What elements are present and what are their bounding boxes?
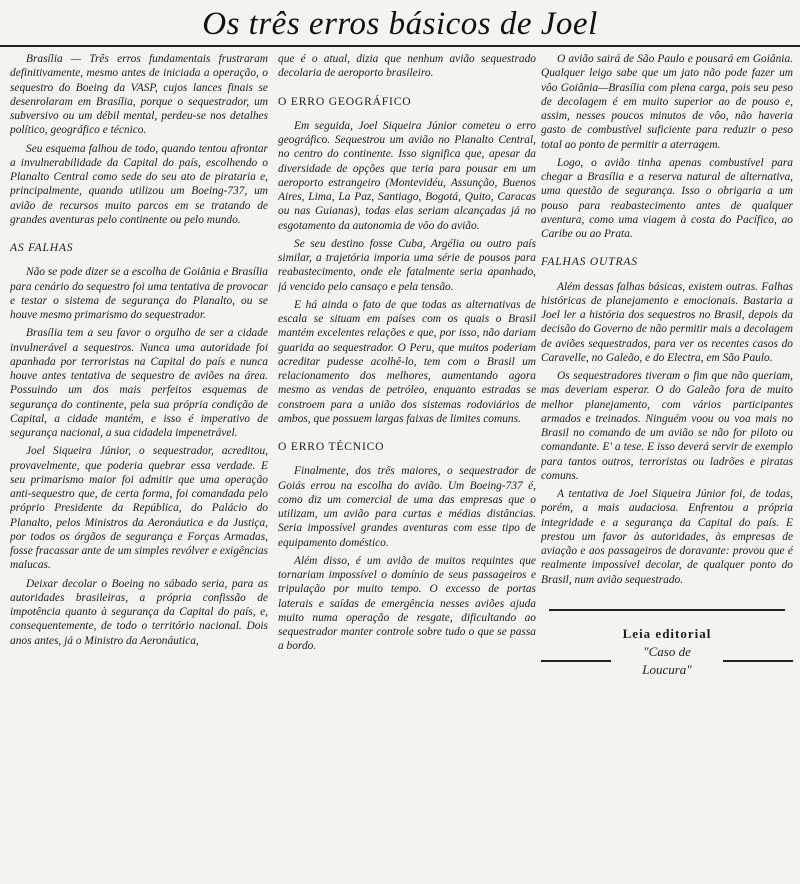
- paragraph: que é o atual, dizia que nenhum avião sequestrado decolaria de aeroporto brasileiro.: [278, 53, 536, 80]
- section-heading: FALHAS OUTRAS: [541, 255, 638, 269]
- paragraph: Além disso, é um avião de muitos requintes que tornariam impossível o domínio de seus passageiros e tripulação por muito tempo. O excesso de portas laterais e saídas de emergência nesses aviões ajuda muito numa operação de resgate, dificultando ao sequestrador manter controle sobre tudo o que se passa a bordo.: [278, 554, 536, 653]
- paragraph: Não se pode dizer se a escolha de Goiânia e Brasília para cenário do sequestro foi uma tentativa de provocar e testar o sistema de segurança do Planalto, ou se houve mesmo primarismo do sequestrador.: [10, 266, 268, 321]
- editorial-rule: [549, 609, 785, 611]
- title-rule: [0, 45, 800, 47]
- article-title: Os três erros básicos de Joel: [202, 6, 598, 42]
- paragraph: Em seguida, Joel Siqueira Júnior cometeu o erro geográfico. Sequestrou um avião no Planalto Central, no centro do continente. Isso significa que, apesar da diversidade de opções que teria para pousar em um aeroporto estrangeiro (Montevidéu, Assunção, Buenos Aires, Lima, La Paz, Santiago, Bogotá, Quito, Caracas ou nas Guianas), todas elas seriam alcançadas já no esgotamento da autonomia de vôo do avião.: [278, 119, 536, 232]
- column-2: [278, 52, 536, 880]
- section-heading: O ERRO TÉCNICO: [278, 440, 385, 453]
- paragraph: Deixar decolar o Boeing no sábado seria, para as autoridades brasileiras, a própria confissão de impotência quanto à segurança da Capital do país, e, consequentemente, de todo o território nacional. Dois anos antes, já o Ministro da Aeronáutica,: [10, 577, 268, 647]
- section-heading: AS FALHAS: [10, 241, 74, 254]
- paragraph: Logo, o avião tinha apenas combustível para chegar a Brasília e a reserva natural de alternativa, uma questão de segurança. Isso o obrigaria a um pouso para reabastecimento antes de qualquer aventura, como uma viagem à costa do Pacífico, ao Caribe ou ao Prata.: [541, 156, 793, 240]
- paragraph: Seu esquema falhou de todo, quando tentou afrontar a invulnerabilidade da Capital do país, escolhendo o Planalto Central como sede do seu ato de pirataria e, principalmente, quando utilizou um Boeing-737, um avião de recursos muito parcos em se tratando de grandes aventuras pelo continente ou pelo mundo.: [10, 142, 268, 226]
- paragraph: Além dessas falhas básicas, existem outras. Falhas históricas de planejamento e emocionais. Bastaria a Joel ler a história dos sequestros no Brasil, depois da decisão do Governo de não permitir mais a decolagem de aviões sequestrados, para ver os recentes casos do Caravelle, no Galeão, e do Electra, em São Paulo.: [541, 280, 793, 364]
- paragraph: Finalmente, dos três maiores, o sequestrador de Goiás errou na escolha do avião. Um Boeing-737 é, como diz um comercial de uma das empresas que o utilizam, um avião para curtas e médias distâncias. Seria impossível grandes aventuras com esse tipo de equipamento doméstico.: [278, 465, 536, 549]
- editorial-line: Leia editorial: [622, 625, 712, 641]
- paragraph: Brasília tem a seu favor o orgulho de ser a cidade invulnerável a sequestros. Nunca uma autoridade foi apanhada por terroristas na Capital do país e nunca houve antes tentativa de sequestro de aviões na área. Possuindo um dos mais perfeitos esquemas de segurança do continente, pela sua própria condição de Capital, a cidade mantém, e isso é imperativo de segurança nacional, a sua cidadela impenetrável.: [10, 327, 268, 439]
- paragraph: Brasília — Três erros fundamentais frustraram definitivamente, mesmo antes de iniciada a operação, o sequestro do Boeing da VASP, cujos lances finais se desenrolaram em Brasília, porque o sequestrador, um subversivo ou um débil mental, perdeu-se nos detalhes político, geográfico e técnico.: [10, 53, 268, 137]
- paragraph: A tentativa de Joel Siqueira Júnior foi, de todas, porém, a mais audaciosa. Enfrentou a própria integridade e a segurança da Capital do país. E prestou um favor às autoridades, às empresas de aviação e aos passageiros de doravante: provou que é realmente impossível decolar, de qualquer ponto do Brasil, num avião sequestrado.: [541, 488, 793, 586]
- editorial-box: [541, 625, 793, 679]
- paragraph: Se seu destino fosse Cuba, Argélia ou outro país similar, a trajetória imporia uma série de pousos para reabastecimento, onde ele fatalmente seria apanhado, já vencido pelo cansaço e pela tensão.: [278, 237, 536, 293]
- section-heading: O ERRO GEOGRÁFICO: [278, 94, 412, 108]
- editorial-rule-left: [541, 660, 611, 662]
- paragraph: Joel Siqueira Júnior, o sequestrador, acreditou, provavelmente, que poderia quebrar essa verdade. E seu primarismo maior foi admitir que uma operação anti-sequestro que, de certa forma, foi comandada pelo próprio Presidente da República, do Palácio do Planalto, pelos Ministros da Aeronáutica e da Justiça, por todos os órgãos de segurança e Forças Armadas, fosse fracassar ante de um simples revólver e exigências malucas.: [10, 445, 268, 572]
- editorial-rule-right: [723, 660, 793, 662]
- paragraph: Os sequestradores tiveram o fim que não queriam, mas deveriam esperar. O do Galeão fora de muito melhor planejamento, com vários participantes armados e treinados. Ninguém voou ou voa mais no Brasil no comando de um avião se não for piloto ou comandante. E' a tese. E isso deverá servir de exemplo para tantos outros, terroristas ou ladrões e piratas comuns.: [541, 370, 793, 482]
- column-3: [541, 52, 793, 880]
- column-1: [10, 52, 268, 880]
- paragraph: E há ainda o fato de que todas as alternativas de escala se situam em países com os quais o Brasil mantém excelentes relações e que, por isso, não dariam guarida ao sequestrador. O Peru, que muitos poderiam acreditar pudesse acolhê-lo, tem com o Brasil um relacionamento dos melhores, aumentando agora mesmo as vendas de petróleo, enquanto estradas se constroem para a união dos sistemas rodoviários de ambos, que possuem largas faixas de limites comuns.: [278, 298, 536, 425]
- paragraph: O avião sairá de São Paulo e pousará em Goiânia. Qualquer leigo sabe que um jato não pode fazer um vôo Goiânia—Brasília com plena carga, pois seu peso de decolagem é em muito superior ao de pouso e, assim, nesses poucos minutos de vôo, não haveria gasto de combustível suficiente para reduzir o peso total ao ponto de permitir a aterragem.: [541, 53, 793, 151]
- editorial-title: "Caso de Loucura": [642, 643, 692, 677]
